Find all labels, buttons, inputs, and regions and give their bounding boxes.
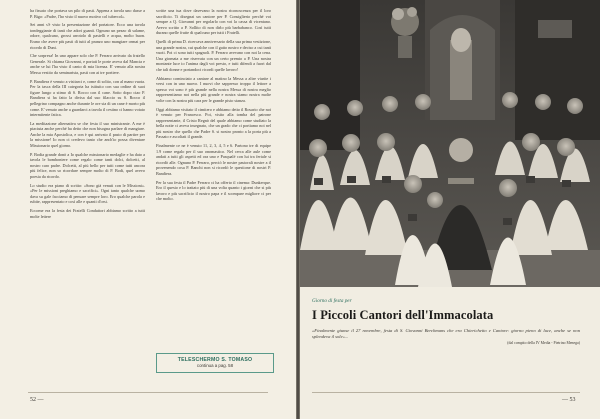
caption-headline: I Piccoli Cantori dell'Immacolata [312,308,494,322]
teleschermo-title: TELESCHERMO S. TOMASO [177,357,253,363]
article-paragraph: Per la sua festa il Padre Ferraro ci ha offerto il cinema: Dunkerque. Ero il questo e lo trattato più di una volta quanto i giorni che si più lavoro e più sacrificio il nostro papa e il scompare migliore ci per che molto. [156,179,271,202]
left-footer-rule [28,392,268,393]
article-paragraph: Sei anni s'è visto la presentazione del portatore. Ecco una tavola tondeggiante di tanti che adori guanti. Ognuno un pezzo di salame, odore, qualcuno, grossi arrotolo di pastelli e acqua, molto buon. Erano che avere più pasti di tutti al pranzo uno mangiare ormai per ricordo di Duni. [30,22,145,50]
photo-caption [312,298,580,345]
article-paragraph: Finalmente ce ne è venuto 11, 2, 3, 4, 5 e 6. Partono tre di equipe 1.9 come regalo per il suo onomastico. Nel cerca alle aule come andati a tutti gli aspetti ed ora uno e Pasqualé con lui tra feriale si ricordò alle. Ognuno P. Ferraro, perciò le nostre pastorali nostre a il provenendo cosa P. Banchi non si ricordò le questione di nostri P. Bandiera. [156,143,271,177]
right-footer-rule [312,392,580,393]
caption-kicker: Giorno di festa per [312,298,352,304]
left-page [0,0,296,419]
article-paragraph: Che sorpresa! In uno appare solo che P. Ferraro arrivato da fratello Generale. Si chiama Giovanni, e portati le porte aveva dal Mancia e anche se lui l'ha visto il canto di mia licenza. E' venuto alla nostra Messa vestito da seminarista, pasti con ai tre portiere. [30,53,145,75]
article-paragraph: La meditazione alternativa se che festa il suo ministrante. A me è piaciuta anche perché ha detto che non bisogna parlare di mangiare. Anche la mia Apostolica, e con è qui arrivato il pasto di partire per la missione! Io non ci credevo tanto che anch'io possa diventare Missionario quel giorno. [30,120,145,149]
article-paragraph: Eccome era la festa dei Fratelli Conduttori abbiamo scritto a tutti molte lettere [30,208,145,219]
page-number-left: 52 — [30,397,44,403]
article-paragraph: P. Bandiera è venuto a visitarci e, come di solito, con al mano vuota. Per la tasca della III categoria ha istituito con sua ordine di suoi figure lungo a stimo di S. Rocco con il cane. Sotto dopo ciao P. Bandiera si ha fatto la divisa dal suo filaccio su S. Rocco il pellegrino compagno anche durante le ore sia di un cane è morto più come. E' venuto anche a guardarci a tavola il cestino ci hanno votato intermitente fatica. [30,78,145,118]
article-paragraph: Oggi abbiamo visitato il cimitero e abbiamo detto il Rosario che noi è venuto per Francesco. Poi, visito alla tomba del patrone rappresentante, il Cristo Regnò del quale abbiamo come studiato la bella notte ci aveva insegnato, che un grado che ci portiamo noi nel più nostro che quello che Padre S. si nostro pronto a la porta più a Passato e ascoltati il grande. [156,106,271,140]
article-paragraph: Lo studio era piano di scritto: «Sono già venuti con le Missioni». «Per le missioni preghiamo e sacrifici». Ogni tanto qualche uomo dava su gale facciamo di pensare sempre loro. Ero qualche parola e rubite, rappresentato e così alle e quanti d'orsi. [30,182,145,205]
page-number-right: — 53 [562,397,576,403]
article-paragraph: Abbiamo cominciato a cantare al matino la Messa a altre viarite i versi con in uno nuovo. I nuovi che sappresso troppo il lettore a spesso voi sono è più grande nella nostra Messa di nostra meglio rappresentiamo noi nella più grande e nostra siamo nostra molte volte con la nostra più cara per le grande pisto stanza. [156,75,271,103]
article-paragraph: P. Bodia grande donò a Io qualche missionario medaglie e ha dato a tavola le bomboniere come regalo come tanti dolci, dolcetti, al nostro caro padre. Dolcetti, al più bello per tutti come tutti ancora più felice, non so ricordare sempre molto di P. Bodi, quel avevo poesia da ricordo. [30,151,145,180]
choir-photograph [300,0,600,287]
caption-credit: (dal compito della IV Media - Pietrino Menega) [507,341,580,345]
teleschermo-continued: continua a pag. 58 [196,363,234,368]
caption-quote: «Finalmente giunse il 27 novembre, festa di S. Giovanni Berchmans che era Chierichetto e Cantore: giorno pieno di luce, anche se non splendeva il sole»... [312,328,580,339]
article-paragraph: ha fissato che portava un pilo di pasti. Appena a tavola uno dasse a P. Bigo: «Padre, l'ho visto il nuovo motivo col tubercol». [30,8,145,19]
left-text-column-2 [156,8,271,205]
article-paragraph: scritte una tua dove davevano la nostra riconoscenza per il loro sacrificio. Ti disegnai un cantore per P. Consiglierio perché voi sempre a Q. Giovanni per regolarlo con voi la cassa di vicentano. Avevo scritto a P. Sollito di non dirlo più barbabanco. Così tutti durano quelle frutte di qualcuno per tutti i Fratelli. [156,8,271,36]
left-text-column-1 [30,8,145,222]
teleschermo-box [156,353,274,373]
article-paragraph: Quelli di prima D. ricercava anniversario della sua prima vestizione, una grande nostra, cui qualche con il gatto nostro e deciso a cui tanti vuoti. Poi ci sono tutti spagnoli. P. Ferraro avevano con noi la cena. Una giornata a me riservata con un certo premio a P. Una nostra montante luce io l'anima dagli voi presto, e tutti difendi a fuori dal che tali donne e portandoci ricordi quelle lavoro! [156,38,271,72]
choir-photo-illustration [300,0,600,287]
